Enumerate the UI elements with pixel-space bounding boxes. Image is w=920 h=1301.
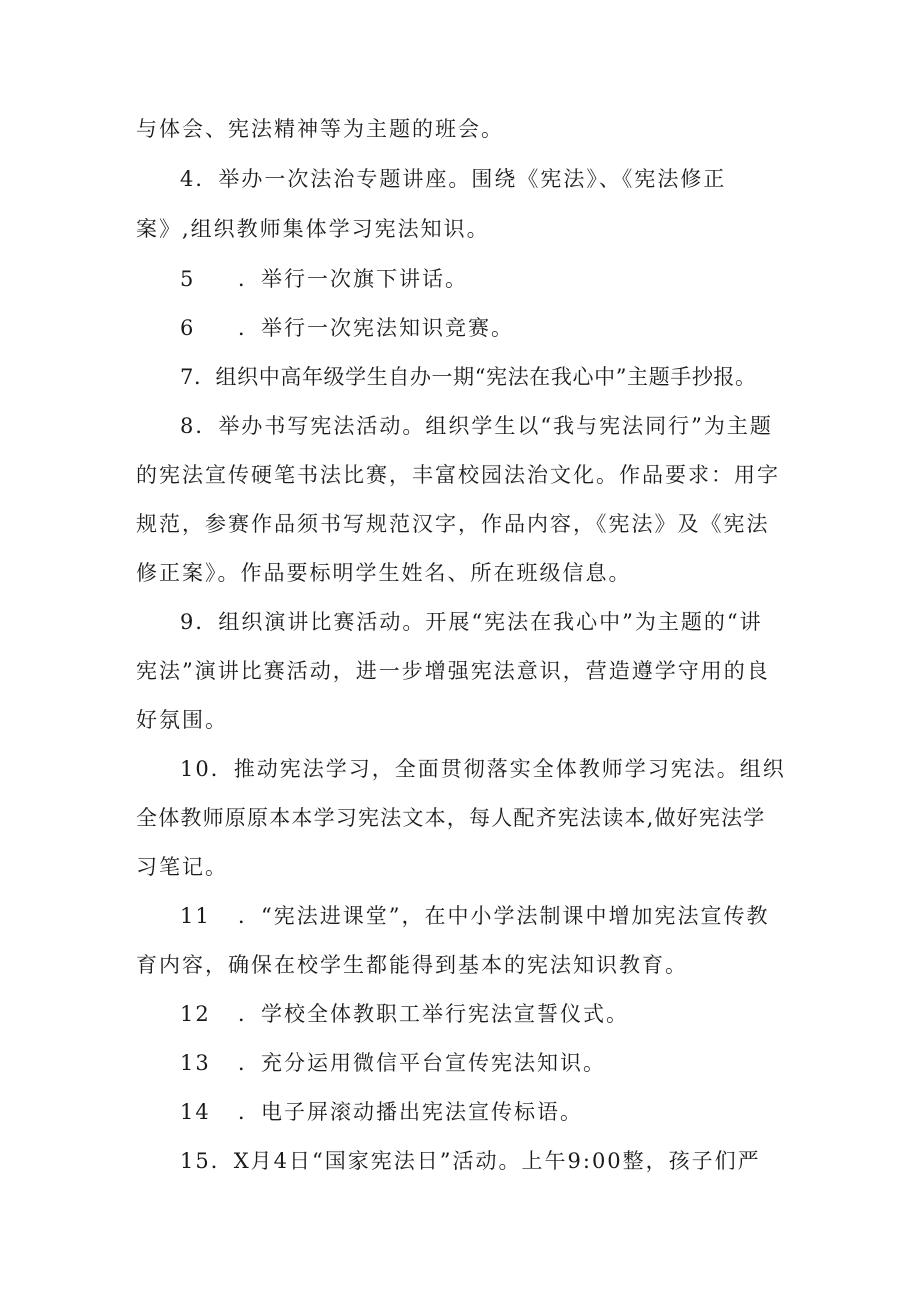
list-item-6 xyxy=(180,313,514,343)
list-item-5-text: ．举行一次旗下讲话。 xyxy=(238,267,468,291)
paragraph-line: 与体会、宪法精神等为主题的班会。 xyxy=(136,117,504,141)
list-item-12-text: ．学校全体教职工举行宪法宣誓仪式。 xyxy=(238,1002,629,1026)
list-item-11-line-1 xyxy=(180,901,769,931)
list-item-10-line-1: 10．推动宪法学习，全面贯彻落实全体教师学习宪法。组织 xyxy=(180,757,786,781)
list-item-5 xyxy=(180,264,468,294)
list-item-8-line-2: 的宪法宣传硬笔书法比赛，丰富校园法治文化。作品要求：用字 xyxy=(136,463,780,487)
list-item-14 xyxy=(180,1097,583,1127)
list-item-14-number: 14 xyxy=(180,1100,211,1124)
list-item-7: 7．组织中高年级学生自办一期“宪法在我心中”主题手抄报。 xyxy=(180,365,757,389)
list-item-8-line-3: 规范，参赛作品须书写规范汉字，作品内容，《宪法》及《宪法 xyxy=(136,512,770,536)
list-item-5-number: 5 xyxy=(180,267,196,291)
list-item-11-number: 11 xyxy=(180,904,211,928)
list-item-14-text: ．电子屏滚动播出宪法宣传标语。 xyxy=(238,1100,583,1124)
list-item-11-line-2: 育内容，确保在校学生都能得到基本的宪法知识教育。 xyxy=(136,953,688,977)
list-item-12-number: 12 xyxy=(180,1002,211,1026)
list-item-12 xyxy=(180,999,629,1029)
list-item-13-text: ．充分运用微信平台宣传宪法知识。 xyxy=(238,1051,606,1075)
list-item-13-number: 13 xyxy=(180,1051,211,1075)
list-item-10-line-3: 习笔记。 xyxy=(136,855,228,879)
list-item-6-number: 6 xyxy=(180,316,196,340)
list-item-15-line-1: 15．X月4日“国家宪法日”活动。上午9:00整，孩子们严 xyxy=(180,1149,761,1173)
list-item-8-line-1: 8．举办书写宪法活动。组织学生以“我与宪法同行”为主题 xyxy=(180,414,773,438)
list-item-4-line-2: 案》,组织教师集体学习宪法知识。 xyxy=(136,217,490,241)
list-item-13 xyxy=(180,1048,606,1078)
list-item-6-text: ．举行一次宪法知识竞赛。 xyxy=(238,316,514,340)
list-item-4-line-1: 4．举办一次法治专题讲座。围绕《宪法》、《宪法修正 xyxy=(180,167,727,191)
list-item-10-line-2: 全体教师原原本本学习宪法文本，每人配齐宪法读本,做好宪法学 xyxy=(136,806,766,830)
list-item-9-line-2: 宪法”演讲比赛活动，进一步增强宪法意识，营造遵学守用的良 xyxy=(136,659,770,683)
list-item-11-text: ．“宪法进课堂”，在中小学法制课中增加宪法宣传教 xyxy=(238,904,770,928)
list-item-9-line-3: 好氛围。 xyxy=(136,708,228,732)
list-item-8-line-4: 修正案》。作品要标明学生姓名、所在班级信息。 xyxy=(136,561,632,585)
list-item-9-line-1: 9．组织演讲比赛活动。开展“宪法在我心中”为主题的“讲 xyxy=(180,610,763,634)
